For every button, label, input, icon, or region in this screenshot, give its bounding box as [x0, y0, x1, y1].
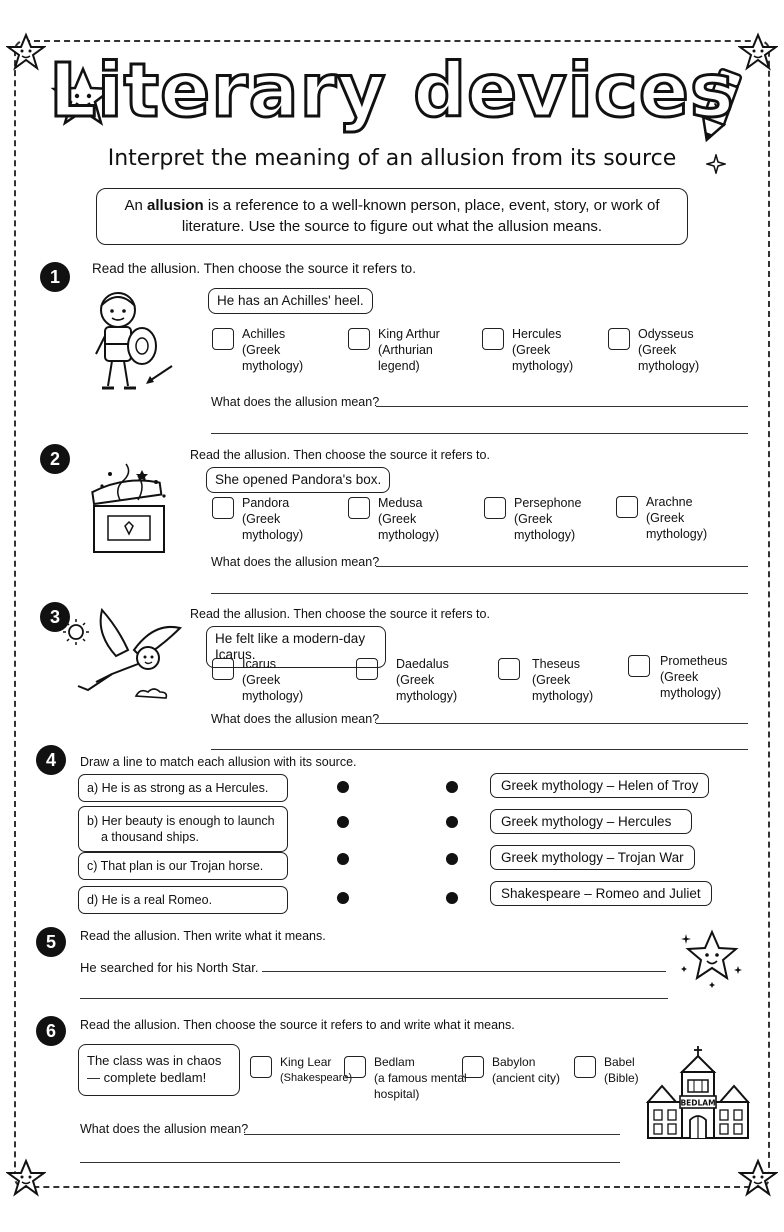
q1-allusion-box: He has an Achilles' heel.: [208, 288, 373, 314]
option-name: King Arthur: [378, 327, 440, 341]
q2-option-2[interactable]: [348, 495, 458, 543]
match-source-4[interactable]: Shakespeare – Romeo and Juliet: [490, 881, 712, 906]
q1-option-2[interactable]: [348, 326, 458, 374]
north-star-icon: [676, 926, 746, 990]
q1-answer-line[interactable]: [376, 406, 748, 407]
q6-option-1[interactable]: [250, 1054, 354, 1086]
option-name: Icarus: [242, 657, 277, 671]
match-source-3[interactable]: Greek mythology – Trojan War: [490, 845, 695, 870]
option-note: (Bible): [604, 1071, 639, 1085]
q3-option-3[interactable]: [498, 656, 612, 704]
q2-instruction: Read the allusion. Then choose the source it refers to.: [190, 448, 490, 462]
checkbox[interactable]: [212, 497, 234, 519]
bedlam-sign-text: BEDLAM: [680, 1098, 716, 1108]
q2-option-4[interactable]: [616, 494, 726, 542]
q3-option-4[interactable]: [628, 653, 740, 701]
option-note: (Greek mythology): [660, 670, 722, 700]
option-note: (Arthurian legend): [378, 343, 433, 373]
q2-option-1[interactable]: [212, 495, 322, 543]
star-icon: [6, 1158, 46, 1198]
star-icon: [738, 1158, 778, 1198]
option-note: (Greek mythology): [396, 673, 458, 703]
option-name: Pandora: [242, 496, 290, 510]
icarus-illustration: [62, 606, 186, 706]
match-dot-right[interactable]: [446, 816, 458, 828]
match-dot-right[interactable]: [446, 892, 458, 904]
option-note: (Greek mythology): [646, 511, 708, 541]
option-note: (Greek mythology): [532, 673, 594, 703]
question-number-3: 3: [40, 602, 70, 632]
option-note: (Greek mythology): [514, 512, 576, 542]
bedlam-building-illustration: [644, 1044, 752, 1140]
q3-answer-line[interactable]: [211, 749, 748, 750]
option-name: Daedalus: [396, 657, 449, 671]
checkbox[interactable]: [628, 655, 650, 677]
option-name: Arachne: [646, 495, 693, 509]
match-source-1[interactable]: Greek mythology – Helen of Troy: [490, 773, 709, 798]
match-dot-left[interactable]: [337, 853, 349, 865]
q6-option-4[interactable]: [574, 1054, 648, 1086]
q2-question: What does the allusion mean?: [211, 555, 380, 569]
q6-option-2[interactable]: [344, 1054, 470, 1102]
option-note: (Shakespeare): [280, 1072, 353, 1084]
greek-warrior-illustration: [88, 284, 180, 398]
checkbox[interactable]: [574, 1056, 596, 1078]
q6-allusion-box: The class was in chaos— complete bedlam!: [78, 1044, 240, 1096]
option-name: Babel: [604, 1055, 635, 1069]
q1-option-1[interactable]: [212, 326, 322, 374]
checkbox[interactable]: [482, 328, 504, 350]
q3-option-1[interactable]: [212, 656, 322, 704]
question-number-2: 2: [40, 444, 70, 474]
match-dot-right[interactable]: [446, 781, 458, 793]
q6-answer-line[interactable]: [244, 1134, 620, 1135]
match-allusion-d[interactable]: d) He is a real Romeo.: [78, 886, 288, 914]
q5-answer-line[interactable]: [80, 998, 668, 999]
checkbox[interactable]: [484, 497, 506, 519]
option-note: (Greek mythology): [512, 343, 574, 373]
option-name: Medusa: [378, 496, 423, 510]
question-number-6: 6: [36, 1016, 66, 1046]
option-note: (ancient city): [492, 1071, 561, 1085]
intro-keyword: allusion: [147, 197, 204, 214]
option-name: Achilles: [242, 327, 286, 341]
q5-allusion: He searched for his North Star.: [80, 960, 259, 975]
q3-answer-line[interactable]: [376, 723, 748, 724]
option-name: Theseus: [532, 657, 580, 671]
question-number-5: 5: [36, 927, 66, 957]
q1-answer-line[interactable]: [211, 433, 748, 434]
option-name: Persephone: [514, 496, 582, 510]
q1-instruction: Read the allusion. Then choose the source it refers to.: [92, 261, 416, 276]
q5-answer-line[interactable]: [262, 971, 666, 972]
option-name: King Lear: [280, 1055, 332, 1069]
checkbox[interactable]: [462, 1056, 484, 1078]
checkbox[interactable]: [348, 497, 370, 519]
q2-allusion-box: She opened Pandora's box.: [206, 467, 390, 493]
q2-answer-line[interactable]: [376, 566, 748, 567]
pandora-box-illustration: [80, 462, 176, 558]
q5-instruction: Read the allusion. Then write what it means.: [80, 929, 326, 943]
checkbox[interactable]: [212, 328, 234, 350]
question-number-1: 1: [40, 262, 70, 292]
checkbox[interactable]: [498, 658, 520, 680]
intro-text-before: An: [124, 197, 148, 214]
q6-option-3[interactable]: [462, 1054, 568, 1086]
option-note: (a famous mental hospital): [374, 1071, 467, 1101]
checkbox[interactable]: [356, 658, 378, 680]
definition-box: [96, 188, 688, 245]
checkbox[interactable]: [250, 1056, 272, 1078]
q2-option-3[interactable]: [484, 495, 594, 543]
question-number-4: 4: [36, 745, 66, 775]
q2-answer-line[interactable]: [211, 593, 748, 594]
match-allusion-c[interactable]: c) That plan is our Trojan horse.: [78, 852, 288, 880]
option-name: Hercules: [512, 327, 562, 341]
q3-allusion-box: He felt like a modern-day Icarus.: [206, 626, 386, 668]
match-dot-left[interactable]: [337, 816, 349, 828]
option-name: Babylon: [492, 1055, 536, 1069]
checkbox[interactable]: [608, 328, 630, 350]
checkbox[interactable]: [348, 328, 370, 350]
option-note: (Greek mythology): [378, 512, 440, 542]
option-name: Prometheus: [660, 654, 728, 668]
match-source-2[interactable]: Greek mythology – Hercules: [490, 809, 692, 834]
match-dot-right[interactable]: [446, 853, 458, 865]
q3-instruction: Read the allusion. Then choose the source it refers to.: [190, 607, 490, 621]
sparkle-icon: [706, 154, 726, 174]
checkbox[interactable]: [212, 658, 234, 680]
match-dot-left[interactable]: [337, 892, 349, 904]
q1-option-4[interactable]: [608, 326, 718, 374]
option-note: (Greek mythology): [638, 343, 700, 373]
q6-instruction: Read the allusion. Then choose the source it refers to and write what it means.: [80, 1018, 515, 1032]
option-note: (Greek mythology): [242, 673, 304, 703]
q1-question: What does the allusion mean?: [211, 395, 380, 409]
intro-text-after: is a reference to a well-known person, place, event, story, or work of literature. Use the source to figure out what the allusion means.: [181, 197, 660, 235]
option-name: Odysseus: [638, 327, 694, 341]
page-subtitle: Interpret the meaning of an allusion from its source: [107, 146, 677, 171]
option-note: (Greek mythology): [242, 343, 304, 373]
option-note: (Greek mythology): [242, 512, 304, 542]
option-name: Bedlam: [374, 1055, 415, 1069]
match-allusion-a[interactable]: a) He is as strong as a Hercules.: [78, 774, 288, 802]
q4-instruction: Draw a line to match each allusion with its source.: [80, 755, 357, 769]
match-dot-left[interactable]: [337, 781, 349, 793]
q3-option-2[interactable]: [356, 656, 476, 704]
match-allusion-b[interactable]: b) Her beauty is enough to launch a thousand ships.: [78, 806, 288, 852]
checkbox[interactable]: [616, 496, 638, 518]
q3-question: What does the allusion mean?: [211, 712, 380, 726]
q1-option-3[interactable]: [482, 326, 592, 374]
checkbox[interactable]: [344, 1056, 366, 1078]
q6-question: What does the allusion mean?: [80, 1122, 249, 1136]
q6-answer-line[interactable]: [80, 1162, 620, 1163]
page-title: Literary devices: [49, 48, 735, 134]
